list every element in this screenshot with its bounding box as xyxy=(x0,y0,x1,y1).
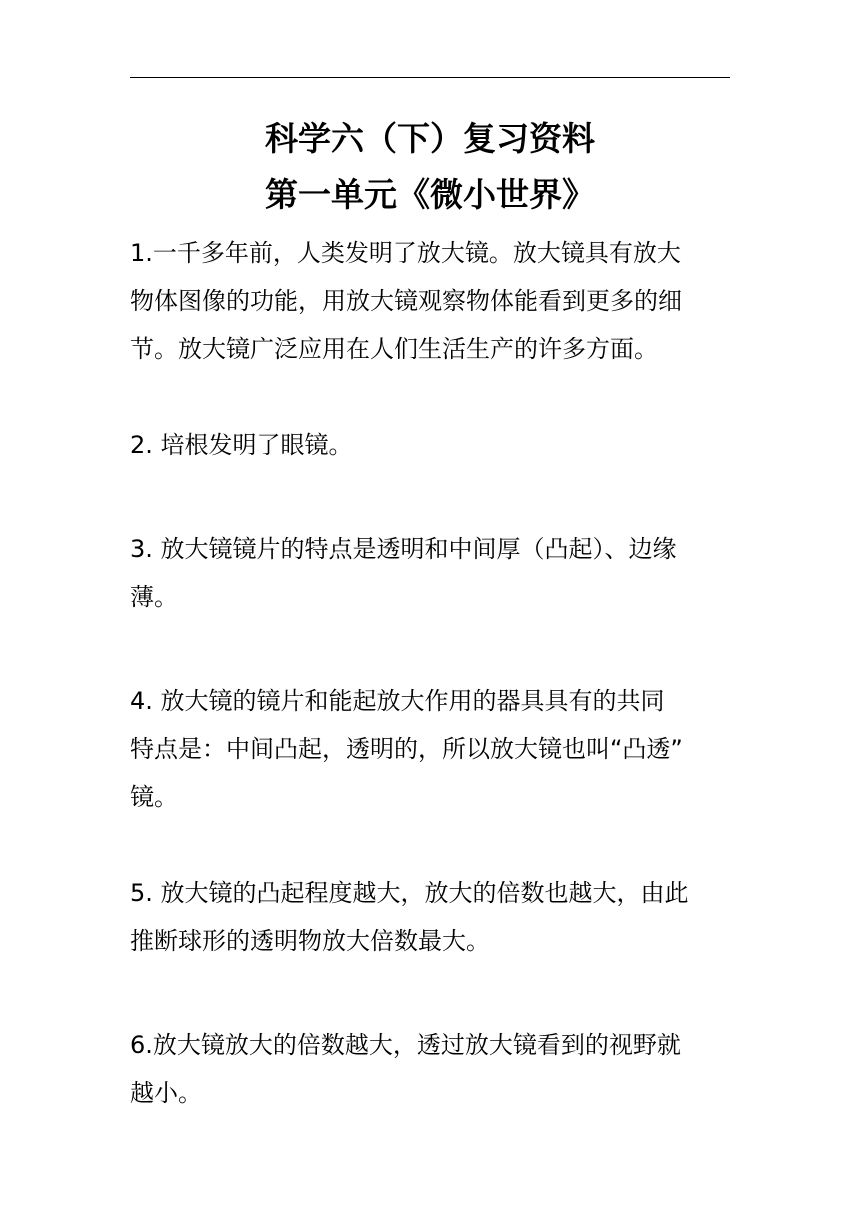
paragraph-line: 4. 放大镜的镜片和能起放大作用的器具具有的共同 xyxy=(130,687,665,715)
header-rule xyxy=(130,77,730,78)
paragraph-line: 越小。 xyxy=(130,1079,202,1107)
paragraph-line: 5. 放大镜的凸起程度越大，放大的倍数也越大，由此 xyxy=(130,879,689,907)
paragraph-5 xyxy=(130,869,740,965)
paragraph-line: 镜。 xyxy=(130,783,178,811)
paragraph-3 xyxy=(130,525,740,621)
paragraph-6 xyxy=(130,1021,740,1117)
paragraph-4 xyxy=(130,677,740,821)
paragraph-line: 1.一千多年前，人类发明了放大镜。放大镜具有放大 xyxy=(130,239,681,267)
paragraph-line: 6.放大镜放大的倍数越大，透过放大镜看到的视野就 xyxy=(130,1031,681,1059)
paragraph-line: 2. 培根发明了眼镜。 xyxy=(130,431,353,459)
paragraph-line: 节。放大镜广泛应用在人们生活生产的许多方面。 xyxy=(130,335,658,363)
paragraph-line: 薄。 xyxy=(130,583,178,611)
paragraph-line: 物体图像的功能，用放大镜观察物体能看到更多的细 xyxy=(130,287,682,315)
paragraph-line: 特点是：中间凸起，透明的，所以放大镜也叫“凸透” xyxy=(130,735,683,763)
paragraph-1 xyxy=(130,229,740,373)
paragraph-line: 推断球形的透明物放大倍数最大。 xyxy=(130,927,490,955)
unit-title: 第一单元《微小世界》 xyxy=(265,175,595,214)
document-title: 科学六（下）复习资料 xyxy=(265,119,595,158)
paragraph-line: 3. 放大镜镜片的特点是透明和中间厚（凸起）、边缘 xyxy=(130,535,677,563)
paragraph-2 xyxy=(130,421,740,469)
